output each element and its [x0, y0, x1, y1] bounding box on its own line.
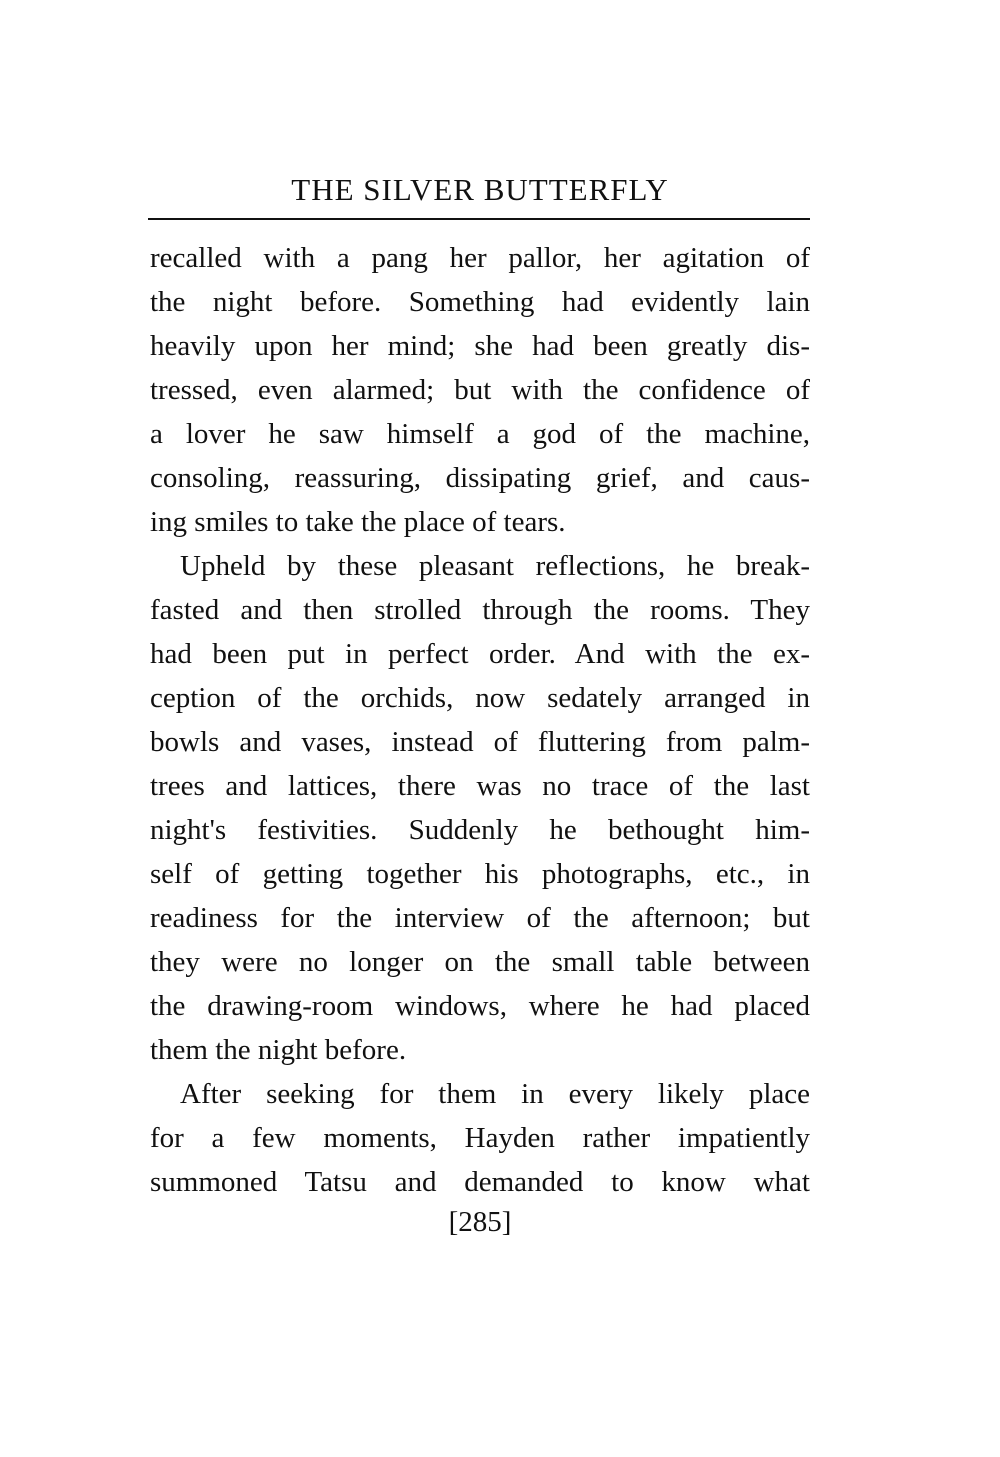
- text-line: the night before. Something had evidently lain: [150, 286, 810, 318]
- text-line: tressed, even alarmed; but with the confidence of: [150, 374, 810, 406]
- text-line: fasted and then strolled through the rooms. They: [150, 594, 810, 626]
- text-line: the drawing-room windows, where he had placed: [150, 990, 810, 1022]
- text-line: summoned Tatsu and demanded to know what: [150, 1166, 810, 1198]
- text-line: for a few moments, Hayden rather impatiently: [150, 1122, 810, 1154]
- text-line: they were no longer on the small table between: [150, 946, 810, 978]
- text-line: them the night before.: [150, 1034, 407, 1066]
- text-line: bowls and vases, instead of fluttering from palm-: [150, 726, 810, 758]
- text-line: readiness for the interview of the afternoon; but: [150, 902, 810, 934]
- text-line: recalled with a pang her pallor, her agitation of: [150, 242, 810, 274]
- running-head-title: THE SILVER BUTTERFLY: [291, 172, 669, 207]
- text-line: had been put in perfect order. And with the ex-: [150, 638, 810, 670]
- text-line: night's festivities. Suddenly he bethought him-: [150, 814, 810, 846]
- text-line: self of getting together his photographs, etc., in: [150, 858, 810, 890]
- text-line: Upheld by these pleasant reflections, he break-: [180, 550, 810, 582]
- text-line: ing smiles to take the place of tears.: [150, 506, 566, 538]
- text-line: After seeking for them in every likely place: [180, 1078, 810, 1110]
- text-line: consoling, reassuring, dissipating grief, and caus-: [150, 462, 810, 494]
- text-line: a lover he saw himself a god of the machine,: [150, 418, 810, 450]
- text-line: trees and lattices, there was no trace of the last: [150, 770, 810, 802]
- text-line: heavily upon her mind; she had been greatly dis-: [150, 330, 810, 362]
- text-line: ception of the orchids, now sedately arranged in: [150, 682, 810, 714]
- body-text: [150, 236, 810, 1204]
- page-number: [285]: [448, 1206, 512, 1238]
- header-rule: [148, 218, 810, 220]
